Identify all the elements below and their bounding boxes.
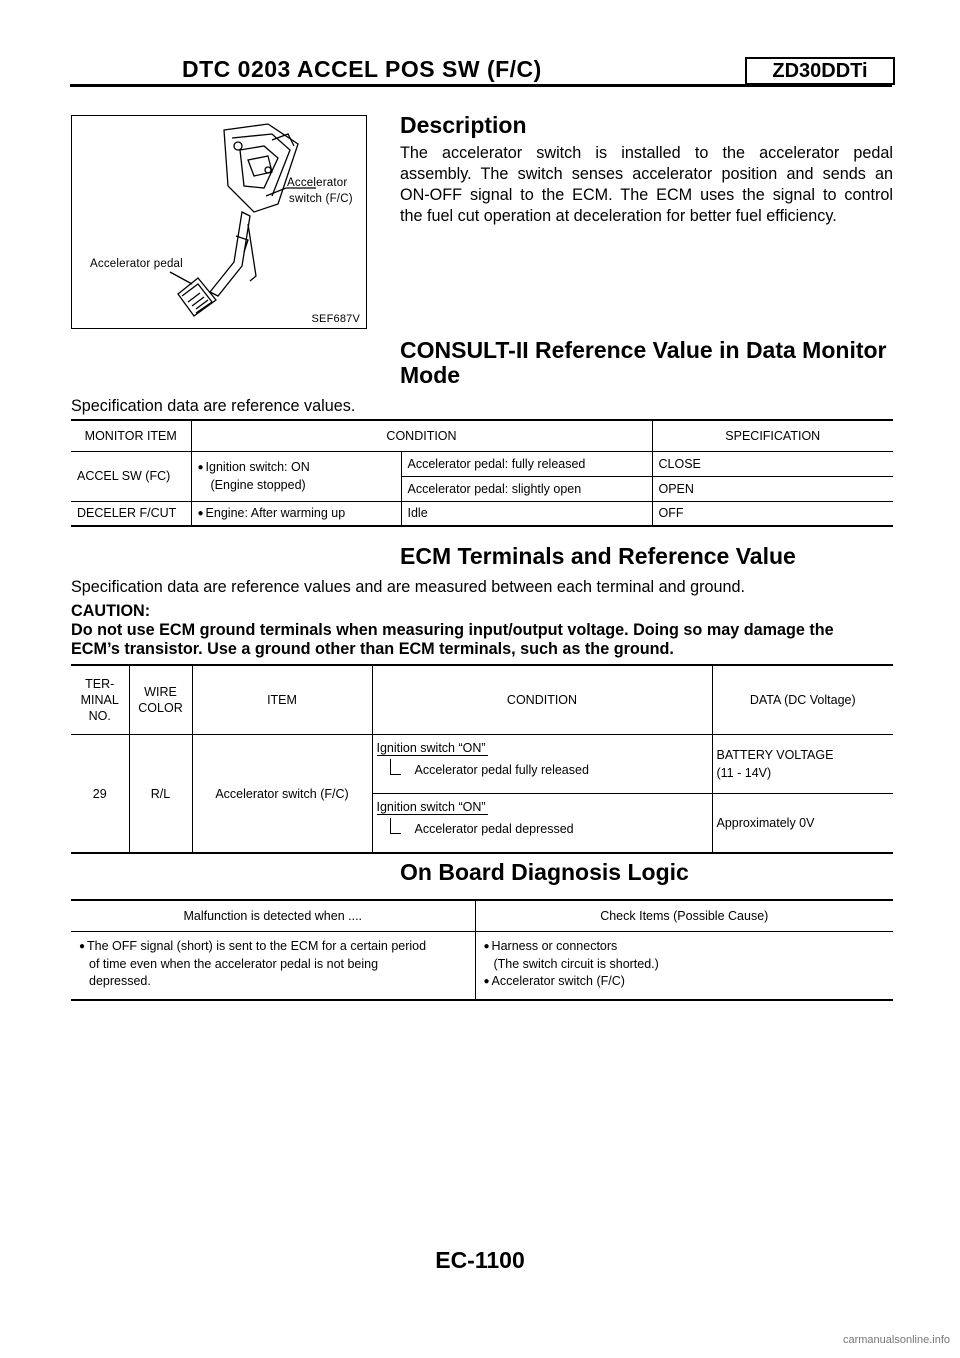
- col-check-items: Check Items (Possible Cause): [475, 900, 893, 932]
- malfunction-cell: ● The OFF signal (short) is sent to the ECM for a certain period of time even when the accelerator pedal is not being depressed.: [79, 939, 427, 988]
- ecm-note: Specification data are reference values and are measured between each terminal and ground.: [71, 578, 746, 596]
- col-specification: SPECIFICATION: [652, 420, 893, 451]
- malfunction-line: The OFF signal (short) is sent to the ECM for a certain period: [87, 939, 427, 953]
- condition-connector: [390, 759, 401, 775]
- col-wire-color: [129, 665, 192, 735]
- ignition-switch-label: Ignition switch “ON”: [376, 741, 486, 755]
- page-title: DTC 0203 ACCEL POS SW (F/C): [182, 56, 542, 82]
- description-line: the fuel cut operation at deceleration for better fuel efficiency.: [400, 207, 837, 225]
- caution-line: ECM’s transistor. Use a ground other than ECM terminals, such as the ground.: [71, 640, 674, 658]
- sub-condition: Accelerator pedal: fully released: [401, 451, 652, 476]
- condition-a: [372, 735, 712, 794]
- obd-table: [71, 899, 893, 1001]
- sub-condition: Accelerator pedal: slightly open: [401, 476, 652, 501]
- col-terminal: [71, 665, 129, 735]
- check-item: Accelerator switch (F/C): [491, 974, 625, 988]
- col-monitor-item: MONITOR ITEM: [71, 420, 191, 451]
- malfunction-line: depressed.: [89, 974, 151, 988]
- description-heading: Description: [400, 112, 527, 138]
- col-item: ITEM: [192, 665, 372, 735]
- check-item-note: (The switch circuit is shorted.): [493, 957, 659, 971]
- col-condition: CONDITION: [191, 420, 652, 451]
- consult-table: [71, 419, 893, 527]
- consult-heading-line1: CONSULT-II Reference Value in Data Monitor: [400, 337, 887, 363]
- ecm-table: [71, 664, 893, 854]
- monitor-item: ACCEL SW (FC): [77, 469, 171, 483]
- data-b: Approximately 0V: [712, 794, 893, 854]
- condition-cell: ● Engine: After warming up: [191, 501, 401, 526]
- ignition-switch-label: Ignition switch “ON”: [376, 800, 486, 814]
- condition-cell: ● Ignition switch: ON (Engine stopped): [191, 451, 401, 501]
- switch-label-line2: switch (F/C): [289, 193, 353, 205]
- col-wire-line: WIRE: [144, 685, 177, 699]
- col-wire-line: COLOR: [138, 701, 183, 715]
- condition-text: Ignition switch: ON: [205, 460, 310, 474]
- condition-b: [372, 794, 712, 854]
- watermark: carmanualsonline.info: [842, 1334, 950, 1346]
- pedal-condition: Accelerator pedal fully released: [414, 763, 589, 777]
- caution-title: CAUTION:: [71, 602, 151, 620]
- ecm-heading: ECM Terminals and Reference Value: [400, 543, 796, 569]
- monitor-item: DECELER F/CUT: [71, 501, 191, 526]
- spec-value: OFF: [652, 501, 893, 526]
- page-number: EC-1100: [435, 1247, 525, 1273]
- data-a: [712, 735, 893, 794]
- pedal-condition: Accelerator pedal depressed: [414, 822, 574, 836]
- header-rule: [70, 84, 892, 87]
- consult-heading-line2: Mode: [400, 362, 461, 388]
- description-line: assembly. The switch senses accelerator position and sends an: [400, 165, 893, 183]
- terminal-number: 29: [92, 786, 107, 801]
- consult-note: Specification data are reference values.: [71, 397, 356, 415]
- col-terminal-line: TER-: [85, 677, 115, 691]
- caution-line: Do not use ECM ground terminals when measuring input/output voltage. Doing so may damage the: [71, 621, 834, 639]
- wire-color: R/L: [129, 735, 192, 854]
- spec-value: CLOSE: [652, 451, 893, 476]
- sub-condition: Idle: [401, 501, 652, 526]
- pedal-label: Accelerator pedal: [90, 258, 183, 270]
- obd-heading: On Board Diagnosis Logic: [400, 859, 689, 885]
- item-name: Accelerator switch (F/C): [192, 735, 372, 854]
- consult-heading: [400, 338, 887, 388]
- col-terminal-line: NO.: [88, 709, 111, 723]
- description-line: The accelerator switch is installed to the accelerator pedal: [400, 144, 893, 162]
- accelerator-pedal-figure: [71, 115, 367, 329]
- pedal-drawing: [72, 116, 365, 327]
- col-malfunction: Malfunction is detected when ....: [71, 900, 475, 932]
- spec-value: OPEN: [652, 476, 893, 501]
- engine-badge: ZD30DDTi: [745, 57, 895, 85]
- col-data: DATA (DC Voltage): [712, 665, 893, 735]
- check-item: Harness or connectors: [491, 939, 618, 953]
- check-items-cell: ● Harness or connectors (The switch circuit is shorted.) ● Accelerator switch (F/C): [475, 932, 893, 1001]
- switch-label-line1: Accelerator: [287, 177, 348, 189]
- data-value: BATTERY VOLTAGE: [716, 748, 834, 762]
- data-value: (11 - 14V): [716, 766, 772, 780]
- condition-text: Engine: After warming up: [205, 506, 346, 521]
- col-condition: CONDITION: [372, 665, 712, 735]
- caution-block: [71, 602, 893, 659]
- condition-connector: [390, 818, 401, 834]
- col-terminal-line: MINAL: [80, 693, 119, 707]
- condition-text: (Engine stopped): [210, 478, 306, 492]
- description-line: ON-OFF signal to the ECM. The ECM uses the signal to control: [400, 186, 893, 204]
- malfunction-line: of time even when the accelerator pedal is not being: [89, 957, 379, 971]
- description-text: [400, 143, 893, 227]
- figure-code: SEF687V: [311, 313, 360, 325]
